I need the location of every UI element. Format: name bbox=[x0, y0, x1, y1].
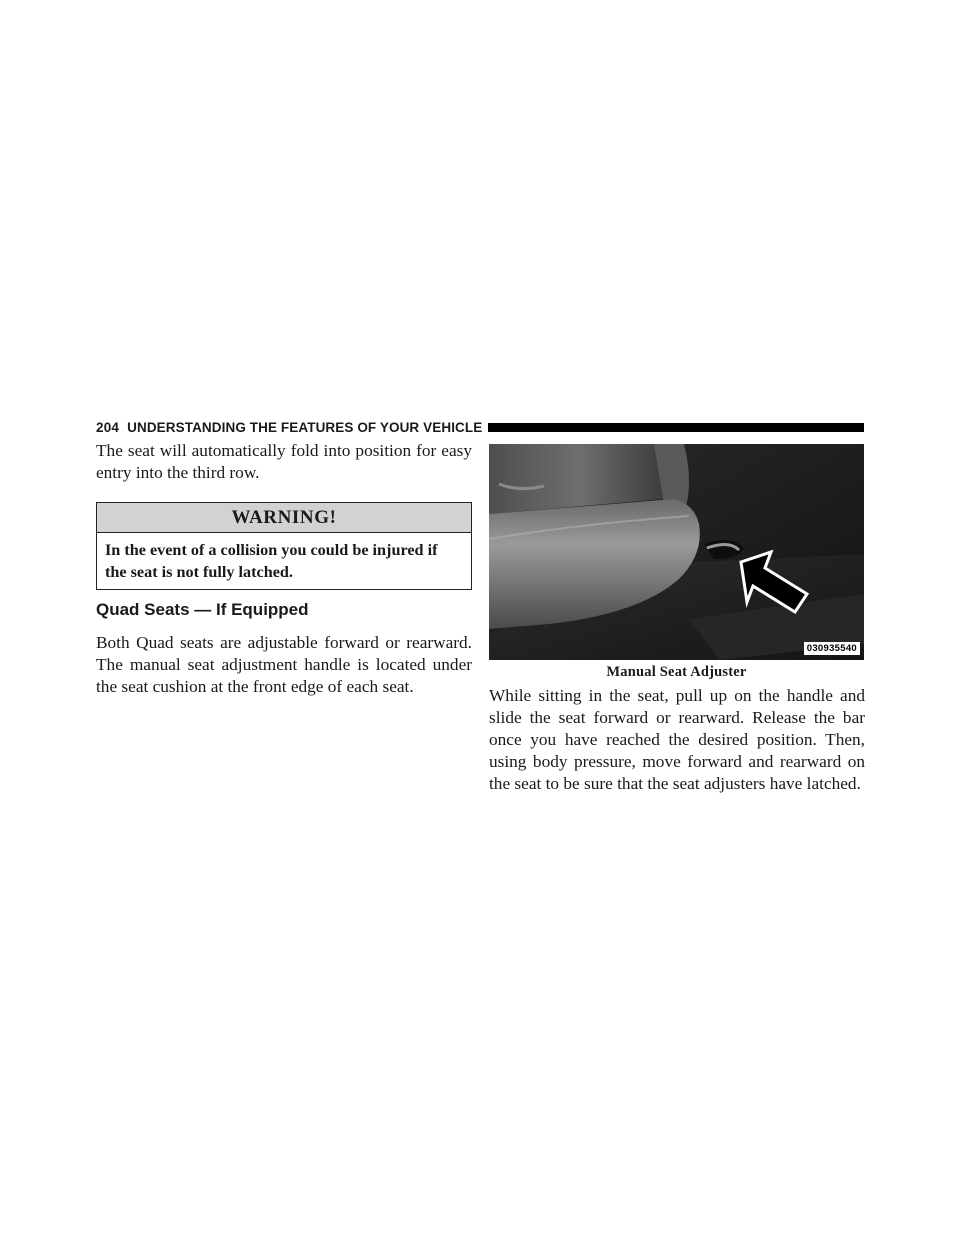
section-subheading: Quad Seats — If Equipped bbox=[96, 600, 309, 619]
left-column bbox=[96, 440, 472, 698]
page-number: 204 bbox=[96, 419, 120, 435]
page-header bbox=[96, 418, 864, 436]
warning-title: WARNING! bbox=[97, 503, 471, 533]
right-column bbox=[489, 685, 865, 795]
seat-adjuster-photo bbox=[489, 444, 864, 660]
figure-caption: Manual Seat Adjuster bbox=[606, 664, 747, 680]
warning-text: In the event of a collision you could be injured if the seat is not fully latched. bbox=[105, 541, 438, 581]
figure-code: 030935540 bbox=[804, 642, 860, 655]
adjust-instructions-paragraph: While sitting in the seat, pull up on the handle and slide the seat forward or rearward. Release the bar once you have reached the desired position. Then, using body pressure, move forward and rearward on the seat to be sure that the seat adjusters have latched. bbox=[489, 686, 865, 793]
header-rule bbox=[488, 423, 864, 432]
intro-paragraph: The seat will automatically fold into position for easy entry into the third row. bbox=[96, 441, 472, 482]
seat-adjuster-illustration bbox=[489, 444, 864, 660]
section-title: UNDERSTANDING THE FEATURES OF YOUR VEHICLE bbox=[127, 419, 483, 435]
quad-seats-paragraph: Both Quad seats are adjustable forward or rearward. The manual seat adjustment handle is located under the seat cushion at the front edge of each seat. bbox=[96, 633, 472, 696]
warning-box bbox=[96, 502, 472, 590]
